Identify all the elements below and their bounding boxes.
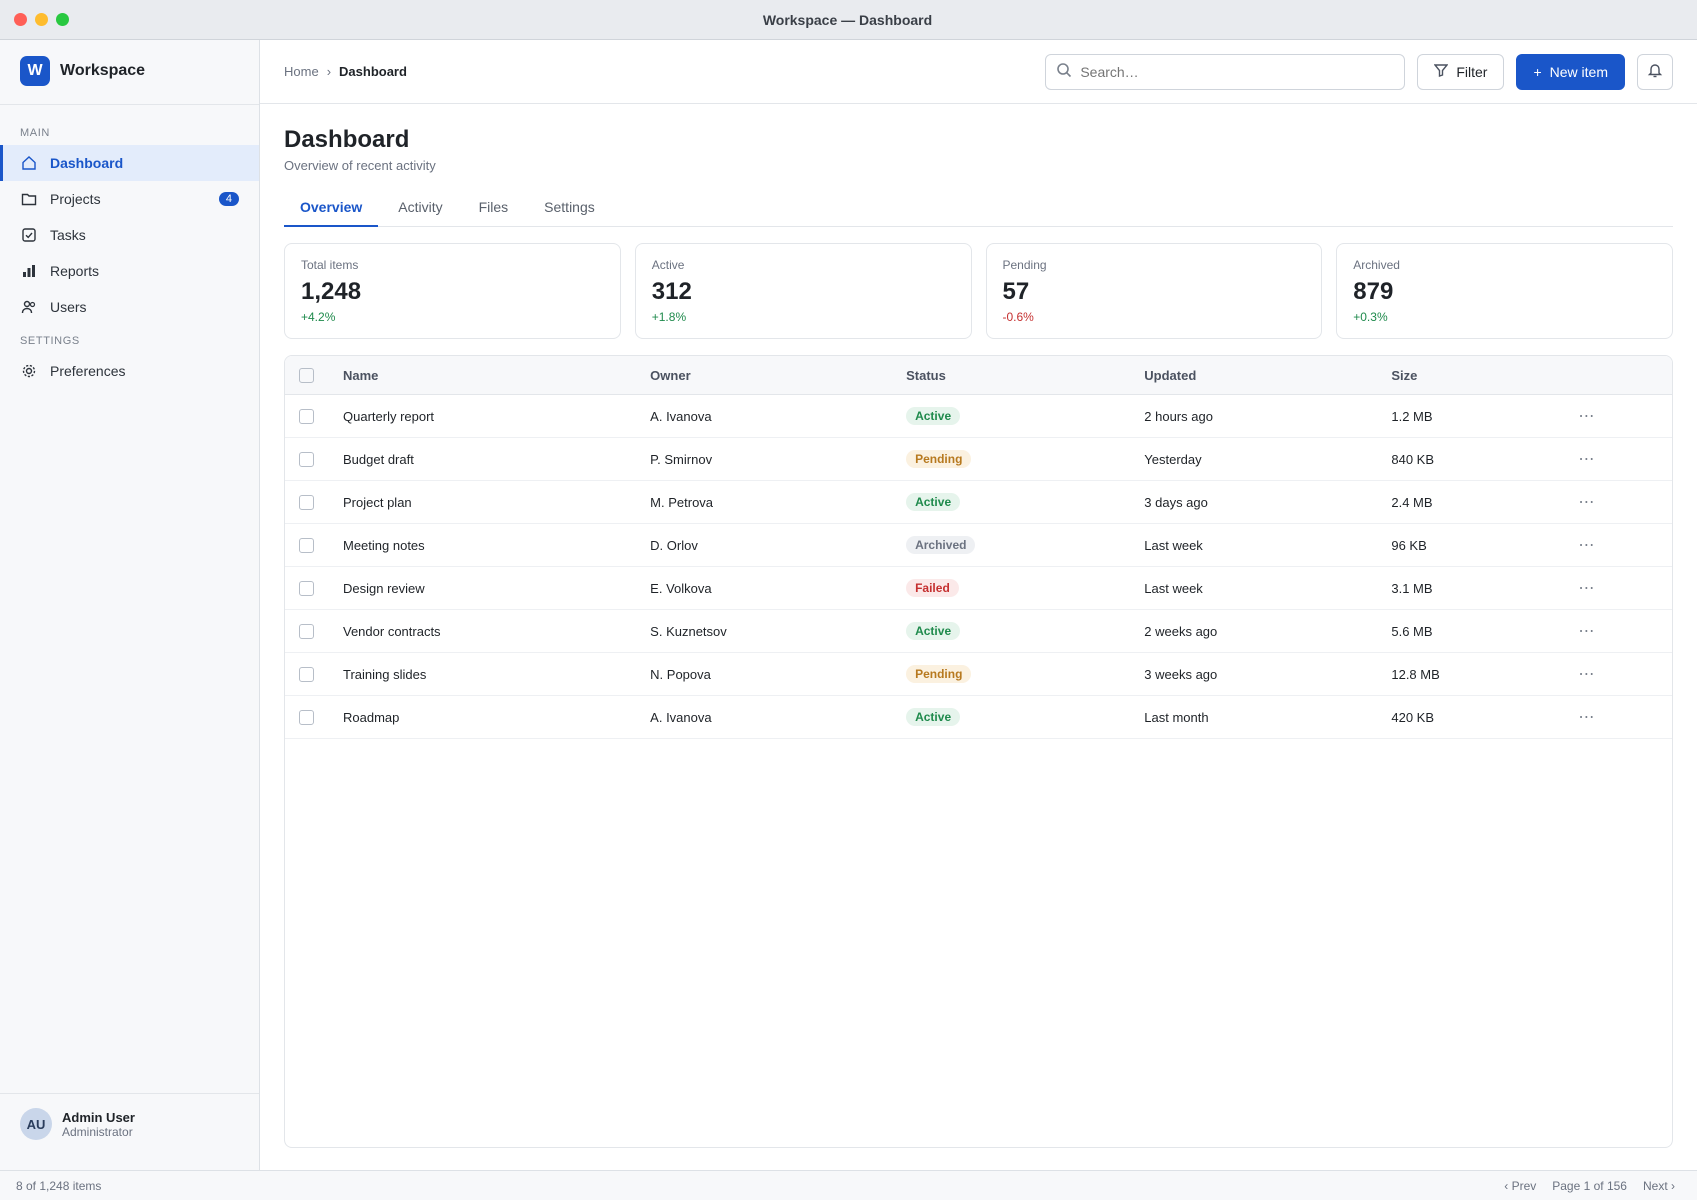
stat-value: 312 bbox=[651, 278, 692, 305]
tab-settings[interactable]: Settings bbox=[544, 199, 595, 215]
more-options-icon[interactable]: ⋯ bbox=[1578, 537, 1595, 555]
prev-page-button[interactable]: ‹ Prev bbox=[1504, 1178, 1537, 1193]
row-actions-cell bbox=[1564, 567, 1672, 610]
search-icon bbox=[1056, 62, 1072, 81]
cell-status bbox=[892, 653, 1130, 696]
row-checkbox[interactable] bbox=[299, 452, 314, 467]
cell-size: 96 KB bbox=[1377, 524, 1564, 567]
cell-status bbox=[892, 610, 1130, 653]
sidebar-item-label: Dashboard bbox=[50, 155, 124, 171]
cell-updated: Yesterday bbox=[1130, 438, 1377, 481]
cell-name: Meeting notes bbox=[329, 524, 636, 567]
table-row[interactable] bbox=[285, 438, 1672, 481]
cell-size: 5.6 MB bbox=[1377, 610, 1564, 653]
cell-status bbox=[892, 481, 1130, 524]
cell-size: 1.2 MB bbox=[1377, 395, 1564, 438]
page-header bbox=[284, 126, 1673, 173]
row-actions-cell bbox=[1564, 524, 1672, 567]
row-select-cell bbox=[285, 395, 329, 438]
table-row[interactable] bbox=[285, 696, 1672, 739]
filter-button[interactable] bbox=[1417, 54, 1504, 90]
page-subtitle: Overview of recent activity bbox=[284, 158, 436, 173]
search-box bbox=[1045, 54, 1405, 90]
row-actions-cell bbox=[1564, 653, 1672, 696]
select-all-checkbox[interactable] bbox=[299, 368, 314, 383]
column-header-owner[interactable]: Owner bbox=[636, 356, 892, 395]
breadcrumb-home[interactable]: Home bbox=[284, 64, 319, 79]
row-checkbox[interactable] bbox=[299, 495, 314, 510]
notifications-button[interactable] bbox=[1637, 54, 1673, 90]
plus-icon: + bbox=[1533, 63, 1542, 80]
row-select-cell bbox=[285, 653, 329, 696]
folder-icon bbox=[20, 190, 38, 208]
sidebar-item-label: Reports bbox=[50, 263, 100, 279]
cell-owner: A. Ivanova bbox=[636, 395, 892, 438]
cell-updated: 3 days ago bbox=[1130, 481, 1377, 524]
user-name: Admin User bbox=[62, 1109, 135, 1125]
sidebar bbox=[0, 40, 260, 1170]
tab-activity[interactable]: Activity bbox=[398, 199, 443, 215]
maximize-window-button[interactable] bbox=[56, 13, 69, 26]
cell-name: Training slides bbox=[329, 653, 636, 696]
user-role: Administrator bbox=[62, 1124, 133, 1139]
cell-size: 12.8 MB bbox=[1377, 653, 1564, 696]
row-actions-cell bbox=[1564, 610, 1672, 653]
cell-status bbox=[892, 438, 1130, 481]
user-panel[interactable] bbox=[0, 1093, 259, 1154]
stat-card bbox=[1336, 243, 1673, 339]
stat-label: Total items bbox=[301, 258, 359, 272]
actions-header bbox=[1564, 356, 1672, 395]
sidebar-item-label: Preferences bbox=[50, 363, 126, 379]
status-badge: Active bbox=[906, 622, 960, 640]
column-header-size[interactable]: Size bbox=[1377, 356, 1564, 395]
column-header-name[interactable]: Name bbox=[329, 356, 636, 395]
row-select-cell bbox=[285, 567, 329, 610]
more-options-icon[interactable]: ⋯ bbox=[1578, 623, 1595, 641]
cell-name: Vendor contracts bbox=[329, 610, 636, 653]
stat-cards bbox=[284, 243, 1673, 339]
row-actions-cell bbox=[1564, 481, 1672, 524]
tab-overview[interactable]: Overview bbox=[284, 189, 378, 227]
search-input[interactable] bbox=[1080, 64, 1394, 80]
status-badge: Active bbox=[906, 407, 960, 425]
title-bar bbox=[0, 0, 1697, 40]
window-controls bbox=[14, 13, 69, 26]
sidebar-item-dashboard[interactable] bbox=[0, 145, 259, 181]
stat-delta: +1.8% bbox=[651, 310, 687, 324]
more-options-icon[interactable]: ⋯ bbox=[1578, 408, 1595, 426]
cell-owner: D. Orlov bbox=[636, 524, 892, 567]
filter-icon bbox=[1434, 63, 1448, 80]
cell-updated: 3 weeks ago bbox=[1130, 653, 1377, 696]
cell-status bbox=[892, 567, 1130, 610]
cell-name: Quarterly report bbox=[329, 395, 636, 438]
data-table-container bbox=[284, 355, 1673, 1148]
check-icon bbox=[20, 226, 38, 244]
select-all-cell bbox=[285, 356, 329, 395]
minimize-window-button[interactable] bbox=[35, 13, 48, 26]
table-header-row bbox=[285, 356, 1672, 395]
stat-value: 1,248 bbox=[301, 278, 362, 305]
chart-icon bbox=[20, 262, 38, 280]
cell-owner: N. Popova bbox=[636, 653, 892, 696]
main-area bbox=[260, 40, 1697, 1170]
cell-owner: E. Volkova bbox=[636, 567, 892, 610]
sidebar-item-label: Tasks bbox=[50, 227, 86, 243]
status-bar bbox=[0, 1170, 1697, 1200]
sidebar-nav-settings bbox=[0, 353, 259, 389]
status-badge: Archived bbox=[906, 536, 975, 554]
table-row[interactable] bbox=[285, 395, 1672, 438]
next-page-button[interactable]: Next › bbox=[1642, 1178, 1675, 1193]
table-row[interactable] bbox=[285, 653, 1672, 696]
item-count: 8 of 1,248 items bbox=[16, 1178, 102, 1193]
stat-label: Pending bbox=[1002, 258, 1047, 272]
home-icon bbox=[20, 154, 38, 172]
row-checkbox[interactable] bbox=[299, 538, 314, 553]
cell-size: 420 KB bbox=[1377, 696, 1564, 739]
sidebar-item-label: Users bbox=[50, 299, 87, 315]
tab-bar bbox=[284, 189, 1673, 227]
stat-label: Archived bbox=[1353, 258, 1400, 272]
sidebar-item-label: Projects bbox=[50, 191, 101, 207]
brand-logo: W bbox=[20, 56, 50, 86]
cell-name: Design review bbox=[329, 567, 636, 610]
sidebar-item-projects[interactable] bbox=[0, 181, 259, 217]
sidebar-section-main: MAIN bbox=[20, 127, 50, 139]
filter-label: Filter bbox=[1456, 63, 1488, 80]
row-checkbox[interactable] bbox=[299, 710, 314, 725]
cell-size: 840 KB bbox=[1377, 438, 1564, 481]
status-badge: Active bbox=[906, 708, 960, 726]
row-select-cell bbox=[285, 610, 329, 653]
table-row[interactable] bbox=[285, 567, 1672, 610]
cell-size: 3.1 MB bbox=[1377, 567, 1564, 610]
status-badge: Failed bbox=[906, 579, 959, 597]
gear-icon bbox=[20, 362, 38, 380]
app-body bbox=[0, 40, 1697, 1170]
cell-size: 2.4 MB bbox=[1377, 481, 1564, 524]
users-icon bbox=[20, 298, 38, 316]
pagination bbox=[1498, 1179, 1681, 1193]
new-item-label: New item bbox=[1549, 63, 1608, 80]
sidebar-section-settings: SETTINGS bbox=[20, 335, 80, 347]
cell-updated: 2 weeks ago bbox=[1130, 610, 1377, 653]
page-heading bbox=[284, 126, 436, 173]
cell-owner: A. Ivanova bbox=[636, 696, 892, 739]
user-info bbox=[62, 1110, 135, 1139]
cell-status bbox=[892, 524, 1130, 567]
breadcrumb-separator-icon: › bbox=[326, 64, 332, 79]
cell-updated: 2 hours ago bbox=[1130, 395, 1377, 438]
more-options-icon[interactable]: ⋯ bbox=[1578, 666, 1595, 684]
stat-delta: +0.3% bbox=[1353, 310, 1388, 324]
row-actions-cell bbox=[1564, 696, 1672, 739]
toolbar bbox=[260, 40, 1697, 104]
cell-updated: Last week bbox=[1130, 524, 1377, 567]
stat-delta: +4.2% bbox=[301, 310, 336, 324]
data-table bbox=[285, 356, 1672, 739]
status-badge: Pending bbox=[906, 450, 971, 468]
close-window-button[interactable] bbox=[14, 13, 27, 26]
table-body bbox=[285, 395, 1672, 739]
column-header-status[interactable]: Status bbox=[892, 356, 1130, 395]
sidebar-item-reports[interactable] bbox=[0, 253, 259, 289]
stat-card bbox=[986, 243, 1323, 339]
row-select-cell bbox=[285, 696, 329, 739]
stat-value: 879 bbox=[1353, 278, 1394, 305]
stat-card bbox=[635, 243, 972, 339]
cell-name: Roadmap bbox=[329, 696, 636, 739]
row-select-cell bbox=[285, 524, 329, 567]
table-header bbox=[285, 356, 1672, 395]
cell-updated: Last week bbox=[1130, 567, 1377, 610]
stat-value: 57 bbox=[1002, 278, 1030, 305]
cell-updated: Last month bbox=[1130, 696, 1377, 739]
content bbox=[260, 104, 1697, 1170]
cell-status bbox=[892, 395, 1130, 438]
stat-card bbox=[284, 243, 621, 339]
row-checkbox[interactable] bbox=[299, 409, 314, 424]
breadcrumb bbox=[284, 64, 407, 79]
cell-owner: P. Smirnov bbox=[636, 438, 892, 481]
status-badge: Pending bbox=[906, 665, 971, 683]
table-row[interactable] bbox=[285, 524, 1672, 567]
row-actions-cell bbox=[1564, 438, 1672, 481]
breadcrumb-current: Dashboard bbox=[339, 64, 407, 79]
cell-owner: S. Kuznetsov bbox=[636, 610, 892, 653]
tab-files[interactable]: Files bbox=[478, 199, 509, 215]
sidebar-item-preferences[interactable] bbox=[0, 353, 259, 389]
new-item-button[interactable] bbox=[1516, 54, 1625, 90]
row-select-cell bbox=[285, 481, 329, 524]
table-row[interactable] bbox=[285, 610, 1672, 653]
brand-name: Workspace bbox=[60, 62, 146, 79]
more-options-icon[interactable]: ⋯ bbox=[1578, 494, 1595, 512]
column-header-updated[interactable]: Updated bbox=[1130, 356, 1377, 395]
page-indicator: Page 1 of 156 bbox=[1552, 1178, 1627, 1193]
cell-owner: M. Petrova bbox=[636, 481, 892, 524]
brand bbox=[0, 56, 259, 105]
bell-icon bbox=[1647, 62, 1663, 81]
table-row[interactable] bbox=[285, 481, 1672, 524]
page-title: Dashboard bbox=[284, 126, 410, 153]
stat-label: Active bbox=[651, 258, 685, 272]
sidebar-nav-main bbox=[0, 145, 259, 325]
row-checkbox[interactable] bbox=[299, 581, 314, 596]
row-actions-cell bbox=[1564, 395, 1672, 438]
sidebar-item-badge: 4 bbox=[219, 192, 239, 206]
stat-delta: -0.6% bbox=[1002, 310, 1034, 324]
status-badge: Active bbox=[906, 493, 960, 511]
cell-name: Budget draft bbox=[329, 438, 636, 481]
more-options-icon[interactable]: ⋯ bbox=[1578, 709, 1595, 727]
more-options-icon[interactable]: ⋯ bbox=[1578, 451, 1595, 469]
sidebar-item-tasks[interactable] bbox=[0, 217, 259, 253]
avatar: AU bbox=[20, 1108, 52, 1140]
cell-name: Project plan bbox=[329, 481, 636, 524]
row-checkbox[interactable] bbox=[299, 624, 314, 639]
more-options-icon[interactable]: ⋯ bbox=[1578, 580, 1595, 598]
sidebar-item-users[interactable] bbox=[0, 289, 259, 325]
row-checkbox[interactable] bbox=[299, 667, 314, 682]
cell-status bbox=[892, 696, 1130, 739]
window-title: Workspace — Dashboard bbox=[762, 11, 933, 28]
row-select-cell bbox=[285, 438, 329, 481]
